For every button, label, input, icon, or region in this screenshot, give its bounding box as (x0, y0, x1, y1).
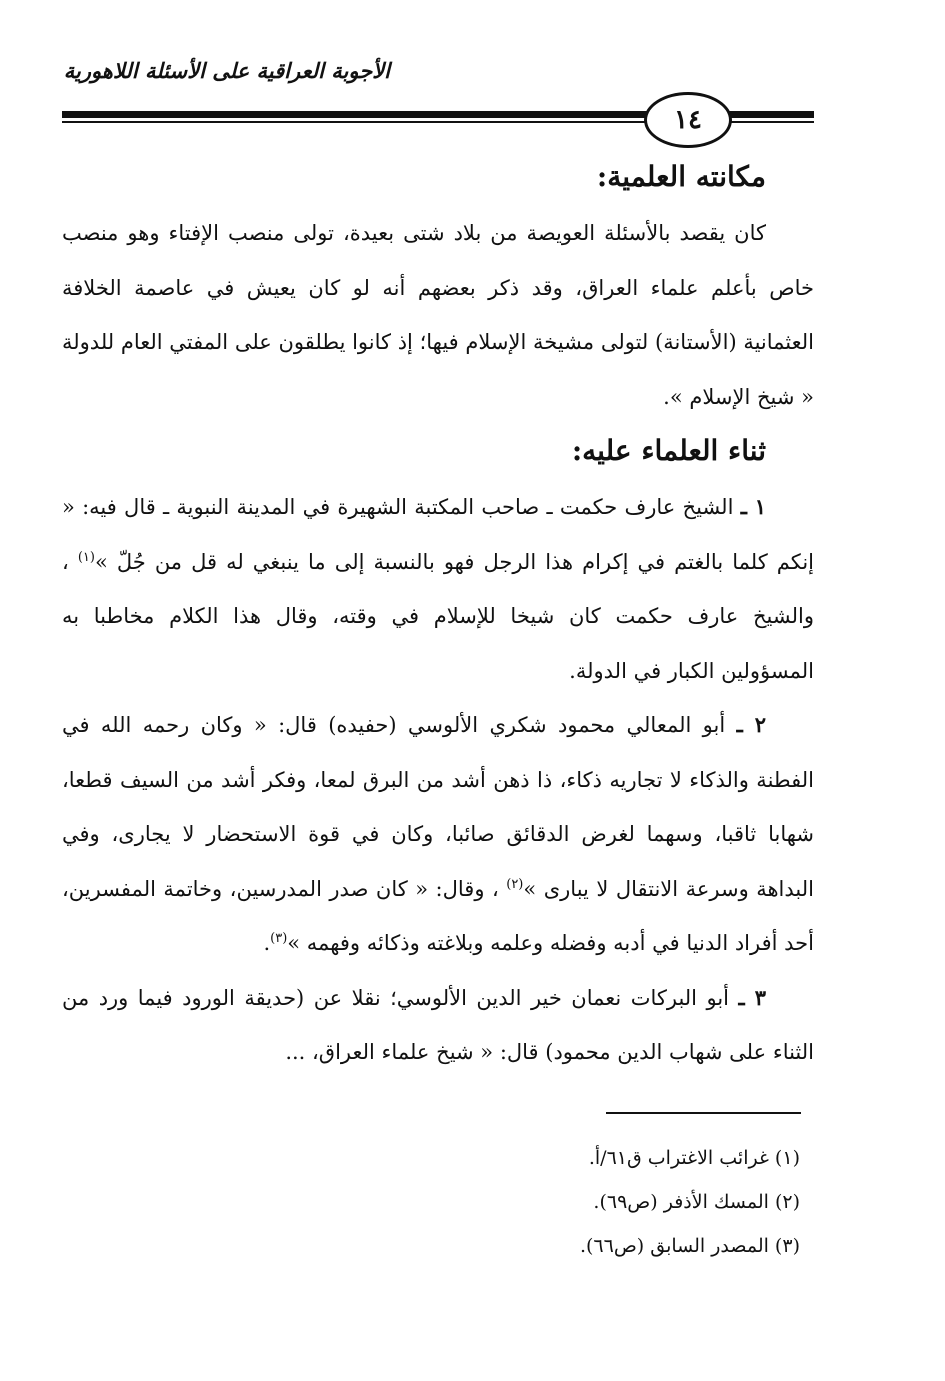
praise-item-1 (62, 480, 814, 698)
footnote-2: (٢) المسك الأذفر (ص٦٩). (593, 1191, 800, 1213)
item-text-continued: ، وقال: « كان صدر المدرسين، وخاتمة المفسرين، أحد أفراد الدنيا في أدبه وفضله وعلمه وبلاغته وذكائه وفهمه » (62, 876, 814, 955)
section-heading-praise: ثناء العلماء عليه: (571, 434, 766, 467)
footnote-marker: (٣) (270, 931, 288, 946)
praise-item-2 (62, 698, 814, 971)
footnote-3: (٣) المصدر السابق (ص٦٦). (579, 1235, 800, 1257)
section-heading-scholarly-status: مكانته العلمية: (596, 160, 766, 193)
running-title: الأجوبة العراقية على الأسئلة اللاهورية (63, 58, 390, 83)
footnote-marker: (٢) (506, 876, 524, 892)
item-number: ١ ـ (740, 494, 767, 519)
paragraph-scholarly-status: كان يقصد بالأسئلة العويصة من بلاد شتى بعيدة، تولى منصب الإفتاء وهو منصب خاص بأعلم علماء العراق، وقد ذكر بعضهم أنه لو كان يعيش في عاصمة الخلافة العثمانية (الأستانة) لتولى مشيخة الإسلام فيها؛ إذ كانوا يطلقون على المفتي العام للدولة « شيخ الإسلام ». (62, 221, 814, 409)
footnotes (300, 1136, 800, 1268)
item-text-continued: ، والشيخ عارف حكمت كان شيخا للإسلام في وقته، وقال هذا الكلام مخاطبا به المسؤولين الكبار في الدولة. (62, 549, 814, 683)
item-text: أبو المعالي محمود شكري الألوسي (حفيده) قال: « وكان رحمه الله في الفطنة والذكاء لا تجاريه ذكاء، ذا ذهن أشد من البرق لمعا، وفكر أشد من السيف قطعا، شهابا ثاقبا، وسهما لغرض الدقائق صائبا، وكان في قوة الاستحضار لا يجارى، وفي البداهة وسرعة الانتقال لا يبارى » (62, 713, 814, 901)
page-number: ١٤ (644, 92, 732, 148)
page-body (62, 150, 814, 1080)
footnote-separator (606, 1112, 801, 1114)
footnote-1: (١) غرائب الاغتراب ق٦١/أ. (588, 1147, 800, 1169)
item-text: الشيخ عارف حكمت ـ صاحب المكتبة الشهيرة في المدينة النبوية ـ قال فيه: « إنكم كلما بالغتم في إكرام هذا الرجل فهو بالنسبة إلى ما ينبغي له قل من جُلّ » (62, 495, 814, 574)
praise-item-3 (62, 971, 814, 1080)
item-text-end: . (263, 931, 271, 955)
item-text: أبو البركات نعمان خير الدين الألوسي؛ نقلا عن (حديقة الورود فيما ورد من الثناء على شهاب الدين محمود) قال: « شيخ علماء العراق، ... (62, 985, 814, 1064)
footnote-marker: (١) (77, 549, 95, 565)
item-number: ٢ ـ (736, 712, 766, 737)
item-number: ٣ ـ (738, 984, 766, 1010)
